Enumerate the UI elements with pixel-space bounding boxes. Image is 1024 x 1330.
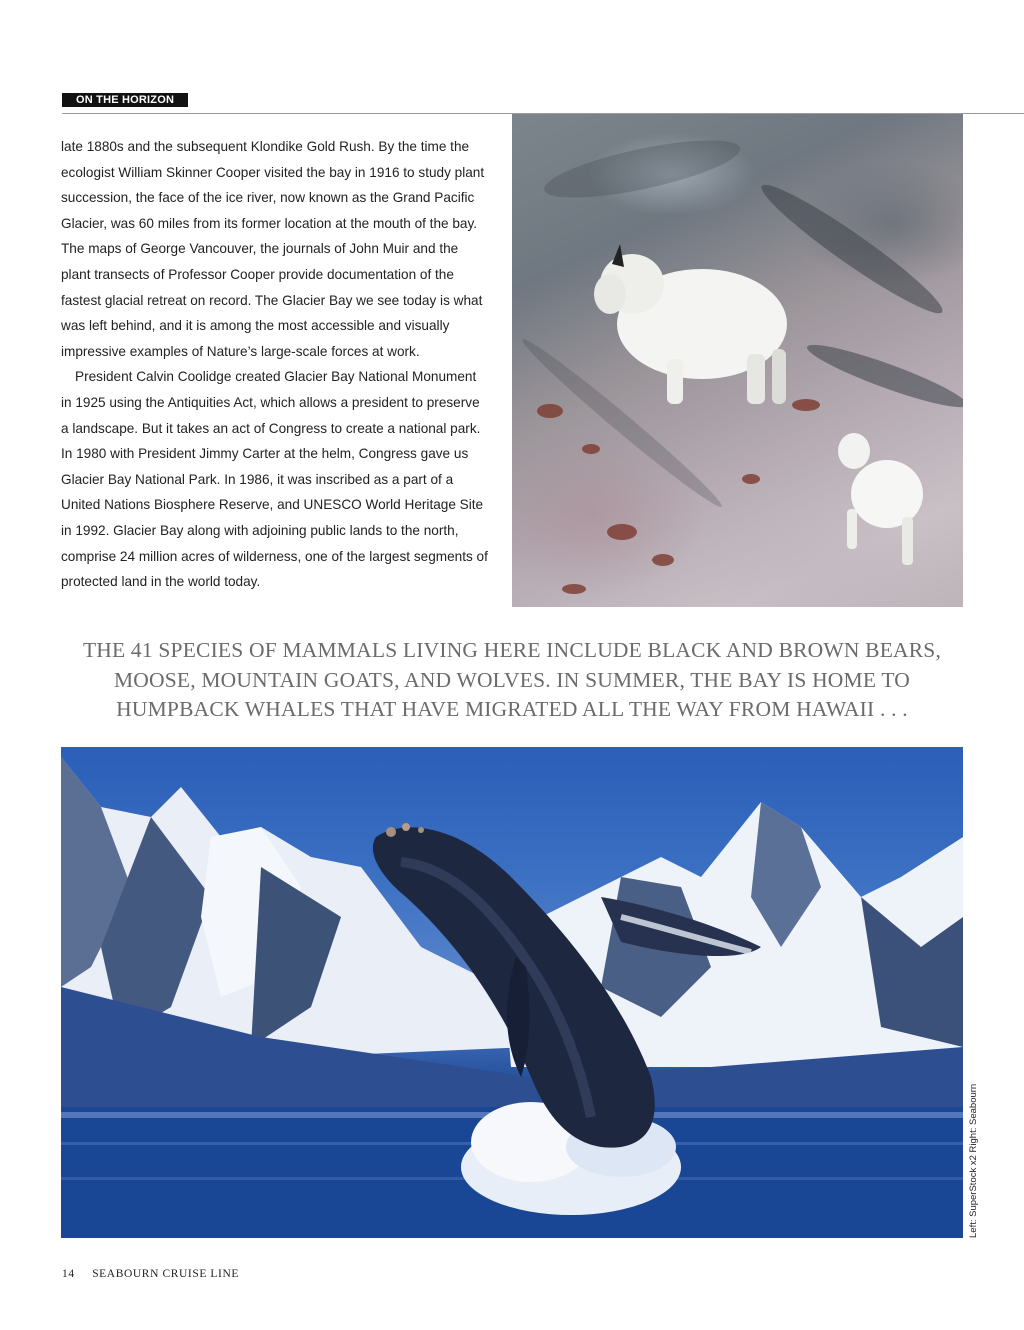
article-paragraph: late 1880s and the subsequent Klondike Gold Rush. By the time the ecologist William Skinner Cooper visited the bay in 1916 to study plant succession, the face of the ice river, now known as the Grand Pacific Glacier, was 60 miles from its former location at the mouth of the bay. The maps of George Vancouver, the journals of John Muir and the plant transects of Professor Cooper provide documentation of the fastest glacial retreat on record. The Glacier Bay we see today is what was left behind, and it is among the most accessible and visually impressive examples of Nature’s large-scale forces at work. [61, 139, 485, 359]
publication-name: SEABOURN CRUISE LINE [92, 1268, 239, 1280]
article-body [61, 134, 489, 595]
article-paragraph: President Calvin Coolidge created Glacier Bay National Monument in 1925 using the Antiquities Act, which allows a president to preserve a landscape. But it takes an act of Congress to create a national park. In 1980 with President Jimmy Carter at the helm, Congress gave us Glacier Bay National Park. In 1986, it was inscribed as a part of a United Nations Biosphere Reserve, and UNESCO World Heritage Site in 1992. Glacier Bay along with adjoining public lands to the north, comprise 24 million acres of wilderness, one of the largest segments of protected land in the world today. [61, 369, 488, 590]
mountain-goats-photo [512, 114, 963, 607]
page-footer [62, 1268, 239, 1280]
pull-quote-line: THE 41 SPECIES OF MAMMALS LIVING HERE INCLUDE BLACK AND BROWN BEARS, [82, 638, 942, 662]
photo-credit: Left: SuperStock x2 Right: Seabourn [968, 1083, 979, 1238]
page-number: 14 [62, 1268, 75, 1280]
humpback-whale-photo [61, 747, 963, 1238]
adult-goat-figure [572, 239, 787, 414]
pull-quote-line: HUMPBACK WHALES THAT HAVE MIGRATED ALL THE WAY FROM HAWAII . . . [116, 697, 908, 721]
pull-quote-line: MOOSE, MOUNTAIN GOATS, AND WOLVES. IN SUMMER, THE BAY IS HOME TO [113, 667, 911, 692]
kid-goat-figure [832, 429, 927, 569]
pull-quote [60, 636, 964, 725]
section-tag: ON THE HORIZON [62, 93, 188, 107]
